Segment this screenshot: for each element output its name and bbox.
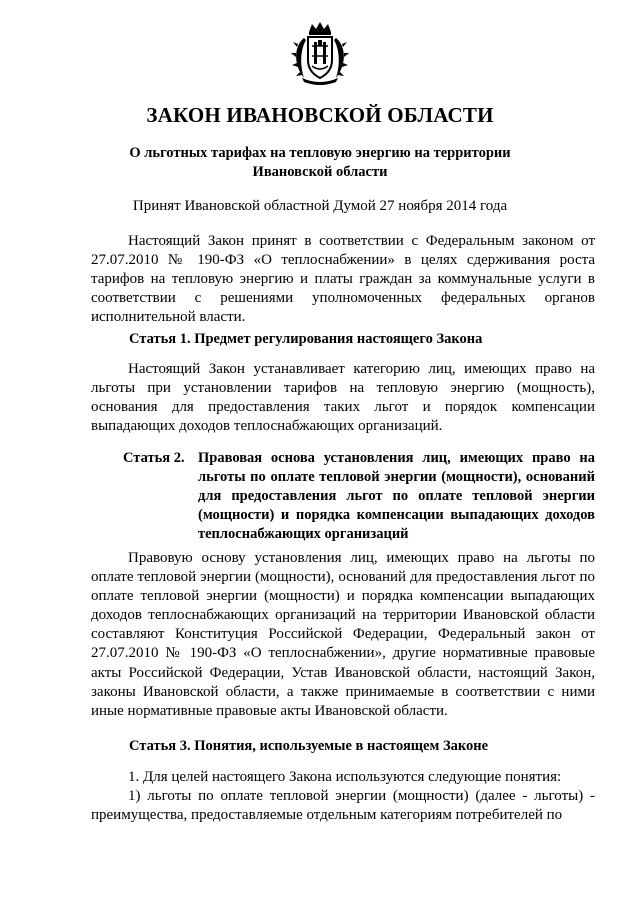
law-subtitle: О льготных тарифах на тепловую энергию на территории Ивановской области	[129, 145, 511, 180]
coat-of-arms-icon	[290, 20, 350, 86]
preamble-paragraph: Настоящий Закон принят в соответствии с Федеральным законом от 27.07.2010 № 190-ФЗ «О теплоснабжении» в целях сдерживания роста тарифов на тепловую энергию и платы граждан за коммунальные услуги в соответствии с решениями уполномоченных федеральных органов исполнительной власти.	[91, 233, 595, 326]
article-2-text: Правовую основу установления лиц, имеющих право на льготы по оплате тепловой энергии (мощности), оснований для предоставления льгот по оплате тепловой энергии (мощности) и порядка компенсации выпадающих доходов теплоснабжающих организаций на территории Ивановской области составляют Конституция Российской Федерации, Федеральный закон от 27.07.2010 № 190-ФЗ «О теплоснабжении», другие нормативные правовые акты Российской Федерации, Устав Ивановской области, настоящий Закон, законы Ивановской области, а также принимаемые в соответствии с ними иные нормативные правовые акты Ивановской области.	[91, 550, 595, 719]
article-3-item-1: 1. Для целей настоящего Закона используются следующие понятия:	[128, 769, 562, 785]
article-1-heading: Статья 1. Предмет регулирования настоящего Закона	[129, 331, 483, 347]
article-1-text: Настоящий Закон устанавливает категорию лиц, имеющих право на льготы при установлении тарифов на тепловую энергию (мощность), основания для предоставления таких льгот и порядок компенсации выпадающих доходов теплоснабжающих организаций.	[91, 361, 595, 435]
article-3-heading: Статья 3. Понятия, используемые в настоящем Законе	[129, 738, 489, 754]
article-3-item-1-1: 1) льготы по оплате тепловой энергии (мощности) (далее - льготы) - преимущества, предоставляемые отдельным категориям потребителей по	[91, 788, 595, 824]
adoption-line: Принят Ивановской областной Думой 27 ноября 2014 года	[132, 198, 508, 214]
article-2-heading: Правовая основа установления лиц, имеющих право на льготы по оплате тепловой энергии (мощности), оснований для предоставления льгот по оплате тепловой энергии (мощности) и порядка компенсации выпадающих доходов теплоснабжающих организаций	[198, 450, 595, 543]
law-title: ЗАКОН ИВАНОВСКОЙ ОБЛАСТИ	[146, 103, 494, 127]
article-2-label: Статья 2.	[123, 450, 185, 466]
